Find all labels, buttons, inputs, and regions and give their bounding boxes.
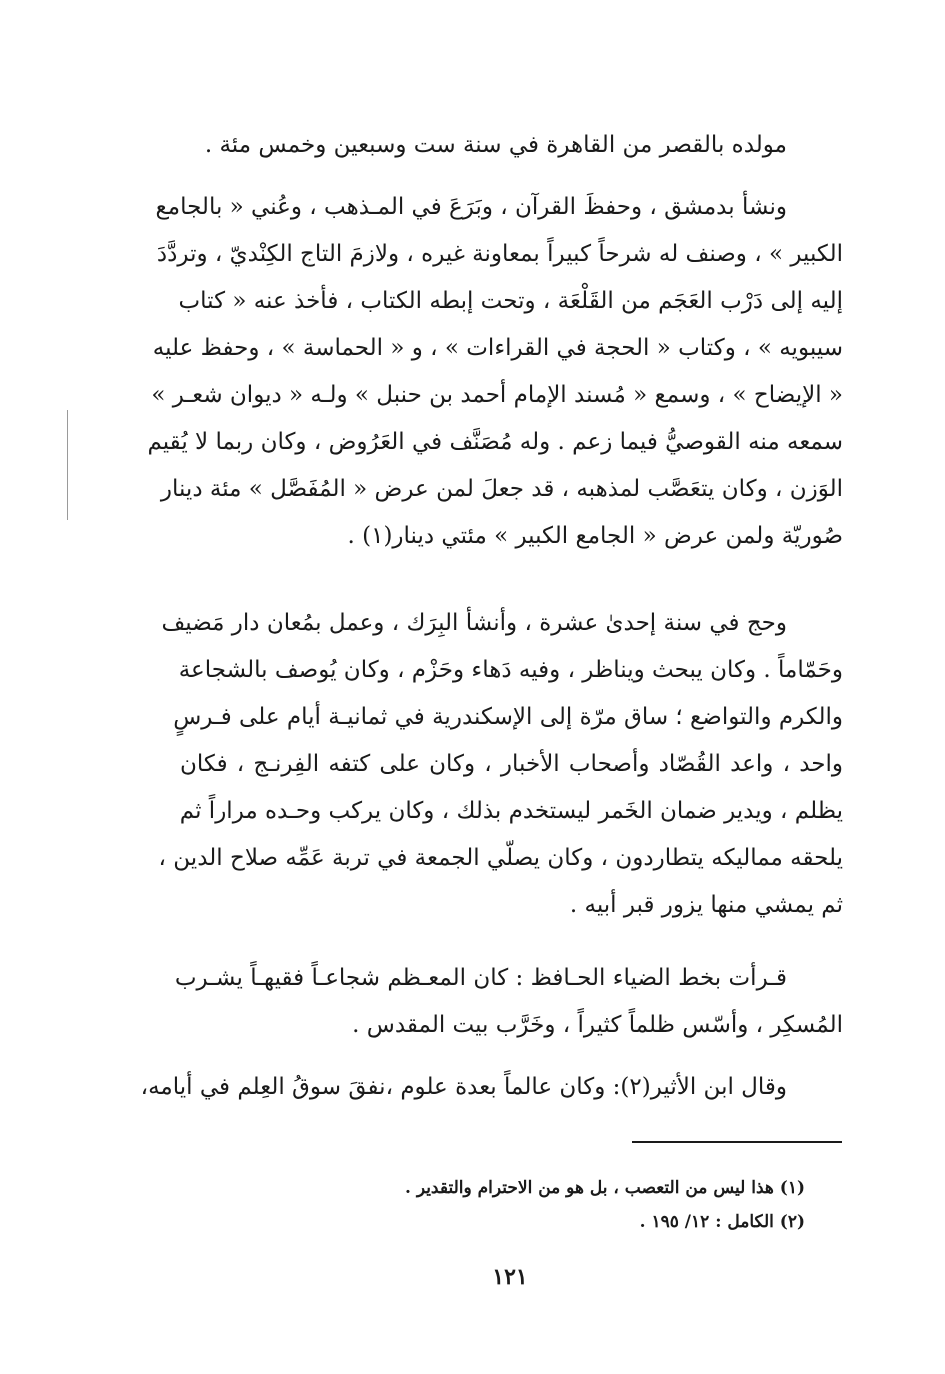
text-line: مولده بالقصر من القاهرة في سنة ست وسبعين وخمس مئة . [204,132,787,158]
footnote: (٢) الكامل : ١٢/ ١٩٥ . [639,1212,805,1232]
footnote: (١) هذا ليس من التعصب ، بل هو من الاحترام والتقدير . [404,1178,805,1198]
text-line: يظلم ، ويدير ضمان الخَمر ليستخدم بذلك ، وكان يركب وحـده مراراً ثم [179,798,843,824]
text-line: واحد ، واعد القُصّاد وأصحاب الأخبار ، وكان على كتفه الفِرنـج ، فكان [180,751,843,777]
text-line: وحَمّاماً . وكان يبحث ويناظر ، وفيه دَهاء وحَزْم ، وكان يُوصف بالشجاعة [178,657,843,683]
text-line: الوَزن ، وكان يتعَصَّب لمذهبه ، قد جعلَ لمن عرض « المُفَصَّل » مئة دينار [160,476,843,502]
text-line: قـرأت بخط الضياء الحـافظ : كان المعـظم شجاعـاً فقيهـاً يشـرب [174,965,787,991]
text-line: سمعه منه القوصيُّ فيما زعم . وله مُصَنَّف في العَرُوض ، وكان ربما لا يُقيم [147,429,843,455]
text-line: وقال ابن الأثير(٢): وكان عالماً بعدة علوم ،نفقَ سوقُ العِلم في أيامه، [140,1074,787,1100]
text-line: سيبويه » ، وكتاب « الحجة في القراءات » ، و « الحماسة » ، وحفظ عليه [152,335,843,361]
text-line: والكرم والتواضع ؛ ساق مرّة إلى الإسكندرية في ثمانيـة أيام على فـرسٍ [173,704,843,730]
margin-line [67,410,68,520]
page-number: ١٢١ [492,1264,528,1290]
text-line: يلحقه مماليكه يتطاردون ، وكان يصلّي الجمعة في تربة عَمِّه صلاح الدين ، [158,845,843,871]
text-line: إليه إلى دَرْب العَجَم من القَلْعَة ، وتحت إبطه الكتاب ، فأخذ عنه « كتاب [178,288,843,314]
text-line: الكبير » ، وصنف له شرحاً كبيراً بمعاونة غيره ، ولازمَ التاج الكِنْديّ ، وتردَّدَ [156,241,843,267]
text-line: ثم يمشي منها يزور قبر أبيه . [569,892,843,918]
text-line: وحج في سنة إحدىٰ عشرة ، وأنشأ البِرَك ، وعمل بمُعان دار مَضيف [161,610,787,636]
text-line: « الإيضاح » ، وسمع « مُسند الإمام أحمد بن حنبل » ولـه « ديوان شعـر » [151,382,843,408]
text-line: المُسكِر ، وأسّس ظلماً كثيراً ، وخَرَّب بيت المقدس . [352,1012,843,1038]
text-line: صُوريّة ولمن عرض « الجامع الكبير » مئتي دينار(١) . [347,523,843,549]
footnote-separator [632,1141,842,1143]
text-line: ونشأ بدمشق ، وحفظَ القرآن ، وبَرَعَ في المـذهب ، وعُني « بالجامع [155,194,787,220]
